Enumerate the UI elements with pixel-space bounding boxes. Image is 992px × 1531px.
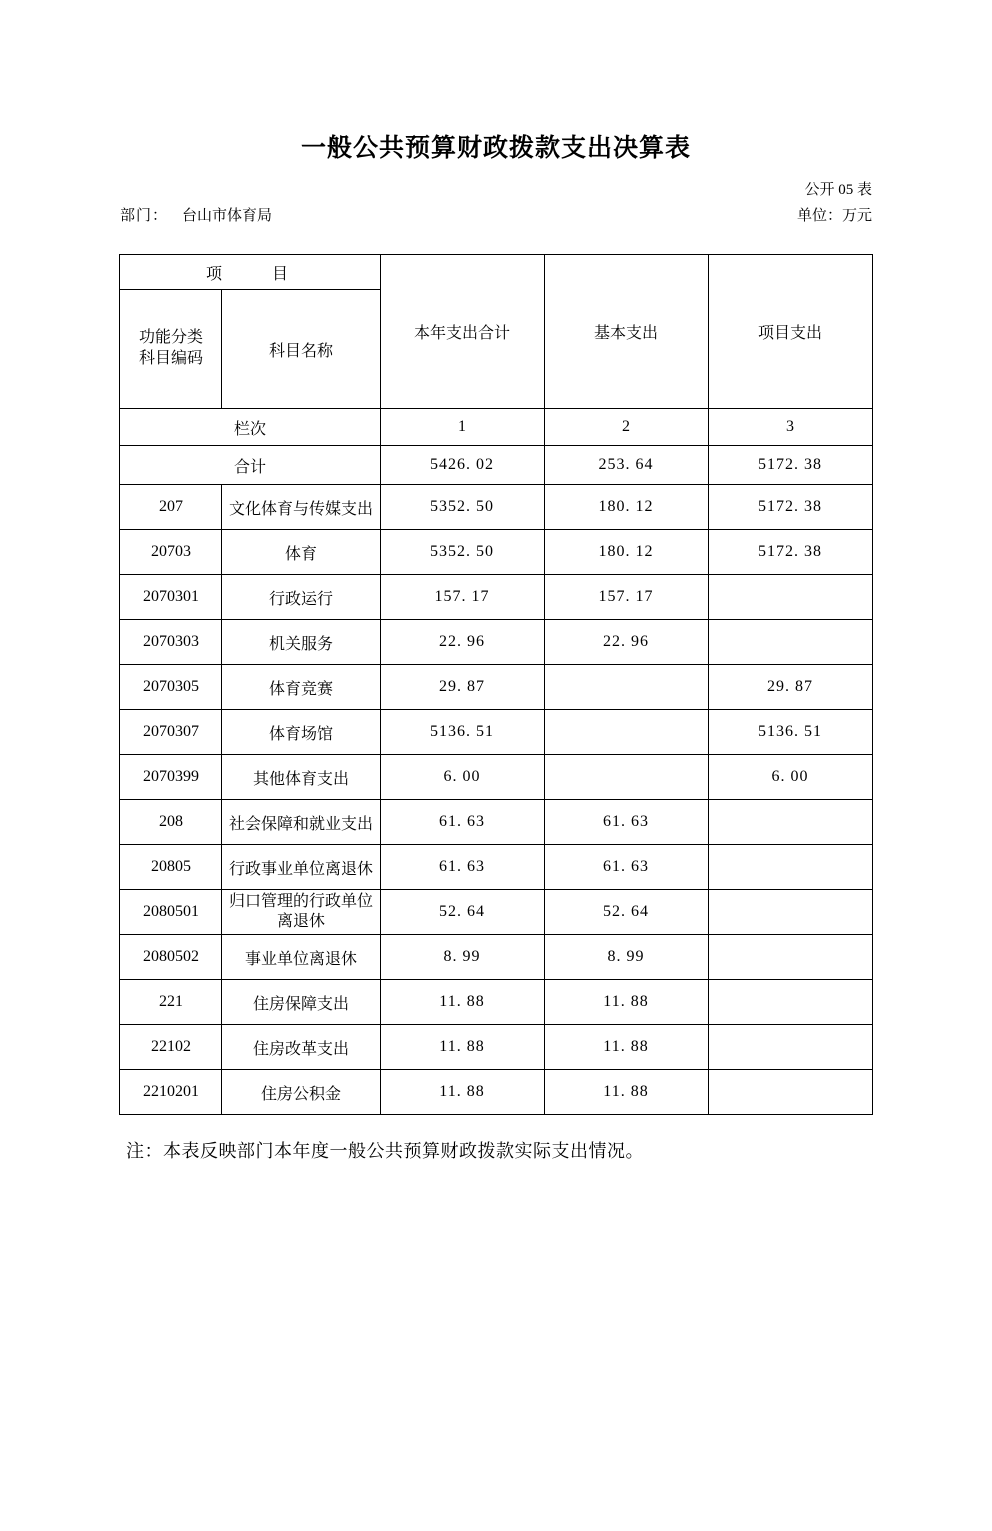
table-row: [120, 1025, 872, 1070]
table-total-row: [120, 446, 872, 485]
row-total: 11. 88: [380, 980, 544, 1025]
row-project: [708, 620, 872, 665]
row-name: 体育竞赛: [222, 665, 380, 710]
row-project: [708, 845, 872, 890]
row-basic: 157. 17: [544, 575, 708, 620]
rank-col-3: 3: [708, 409, 872, 446]
table-row: [120, 620, 872, 665]
row-code: 2070399: [120, 755, 222, 800]
row-project: 5136. 51: [708, 710, 872, 755]
row-basic: [544, 665, 708, 710]
row-project: 6. 00: [708, 755, 872, 800]
total-value-project: 5172. 38: [708, 446, 872, 485]
table-note: 注：本表反映部门本年度一般公共预算财政拨款实际支出情况。: [126, 1141, 644, 1161]
department-label: 部门：: [120, 208, 169, 224]
row-total: 5352. 50: [380, 530, 544, 575]
row-total: 8. 99: [380, 935, 544, 980]
row-basic: 180. 12: [544, 485, 708, 530]
row-basic: 11. 88: [544, 1070, 708, 1115]
department-value: 台山市体育局: [182, 208, 273, 224]
row-code: 22102: [120, 1025, 222, 1070]
table-row: [120, 575, 872, 620]
row-total: 61. 63: [380, 800, 544, 845]
department-line: [120, 204, 272, 225]
row-name: 行政事业单位离退休: [222, 845, 380, 890]
row-total: 29. 87: [380, 665, 544, 710]
row-total: 5352. 50: [380, 485, 544, 530]
row-basic: 61. 63: [544, 800, 708, 845]
row-total: 52. 64: [380, 890, 544, 935]
meta-row: [120, 164, 872, 224]
row-name: 住房公积金: [222, 1070, 380, 1115]
table-row: [120, 485, 872, 530]
table-row: [120, 1070, 872, 1115]
table-row: [120, 665, 872, 710]
unit-note: 单位：万元: [796, 208, 872, 224]
row-code: 208: [120, 800, 222, 845]
row-name: 住房改革支出: [222, 1025, 380, 1070]
table-row: [120, 980, 872, 1025]
header-total-expenditure: 本年支出合计: [380, 255, 544, 409]
row-project: [708, 800, 872, 845]
row-code: 2210201: [120, 1070, 222, 1115]
row-code: 20805: [120, 845, 222, 890]
row-code: 2080501: [120, 890, 222, 935]
row-basic: 52. 64: [544, 890, 708, 935]
header-project-expenditure: 项目支出: [708, 255, 872, 409]
row-project: [708, 890, 872, 935]
row-project: [708, 1025, 872, 1070]
rank-col-2: 2: [544, 409, 708, 446]
row-basic: [544, 710, 708, 755]
row-project: 5172. 38: [708, 530, 872, 575]
page-title: 一般公共预算财政拨款支出决算表: [300, 135, 691, 162]
row-project: [708, 1070, 872, 1115]
row-name: 事业单位离退休: [222, 935, 380, 980]
total-value-basic: 253. 64: [544, 446, 708, 485]
header-function-code-line1: 功能分类: [138, 329, 203, 347]
row-project: 5172. 38: [708, 485, 872, 530]
row-basic: 22. 96: [544, 620, 708, 665]
table-row: [120, 530, 872, 575]
table-row: [120, 935, 872, 980]
row-project: [708, 935, 872, 980]
table-row: [120, 800, 872, 845]
table-header-row-1: [120, 255, 872, 290]
budget-expenditure-table: [119, 254, 872, 1115]
row-name: 体育场馆: [222, 710, 380, 755]
table-row: [120, 890, 872, 935]
row-code: 2070305: [120, 665, 222, 710]
row-total: 61. 63: [380, 845, 544, 890]
row-code: 2070301: [120, 575, 222, 620]
row-total: 11. 88: [380, 1025, 544, 1070]
row-basic: [544, 755, 708, 800]
form-number: 公开 05 表: [804, 182, 872, 198]
row-basic: 11. 88: [544, 980, 708, 1025]
row-total: 6. 00: [380, 755, 544, 800]
row-project: [708, 980, 872, 1025]
row-basic: 180. 12: [544, 530, 708, 575]
table-row: [120, 710, 872, 755]
row-name: 机关服务: [222, 620, 380, 665]
total-label: 合计: [120, 446, 380, 485]
row-code: 2070303: [120, 620, 222, 665]
header-function-code: [120, 290, 222, 409]
table-rank-row: [120, 409, 872, 446]
row-name: 社会保障和就业支出: [222, 800, 380, 845]
row-name: 归口管理的行政单位离退休: [222, 890, 380, 935]
row-code: 221: [120, 980, 222, 1025]
row-total: 22. 96: [380, 620, 544, 665]
row-name: 体育: [222, 530, 380, 575]
row-code: 207: [120, 485, 222, 530]
row-basic: 8. 99: [544, 935, 708, 980]
rank-col-1: 1: [380, 409, 544, 446]
header-item-group: 项 目: [120, 255, 380, 290]
rank-label: 栏次: [120, 409, 380, 446]
row-name: 文化体育与传媒支出: [222, 485, 380, 530]
total-value-total: 5426. 02: [380, 446, 544, 485]
row-code: 2080502: [120, 935, 222, 980]
header-subject-name: 科目名称: [222, 290, 380, 409]
row-total: 5136. 51: [380, 710, 544, 755]
table-row: [120, 755, 872, 800]
row-project: 29. 87: [708, 665, 872, 710]
row-name: 住房保障支出: [222, 980, 380, 1025]
row-name: 行政运行: [222, 575, 380, 620]
row-name: 其他体育支出: [222, 755, 380, 800]
row-basic: 11. 88: [544, 1025, 708, 1070]
header-function-code-line2: 科目编码: [138, 350, 203, 367]
row-code: 20703: [120, 530, 222, 575]
header-basic-expenditure: 基本支出: [544, 255, 708, 409]
document-page: [0, 128, 992, 1531]
row-total: 157. 17: [380, 575, 544, 620]
row-code: 2070307: [120, 710, 222, 755]
row-project: [708, 575, 872, 620]
row-total: 11. 88: [380, 1070, 544, 1115]
row-basic: 61. 63: [544, 845, 708, 890]
table-row: [120, 845, 872, 890]
